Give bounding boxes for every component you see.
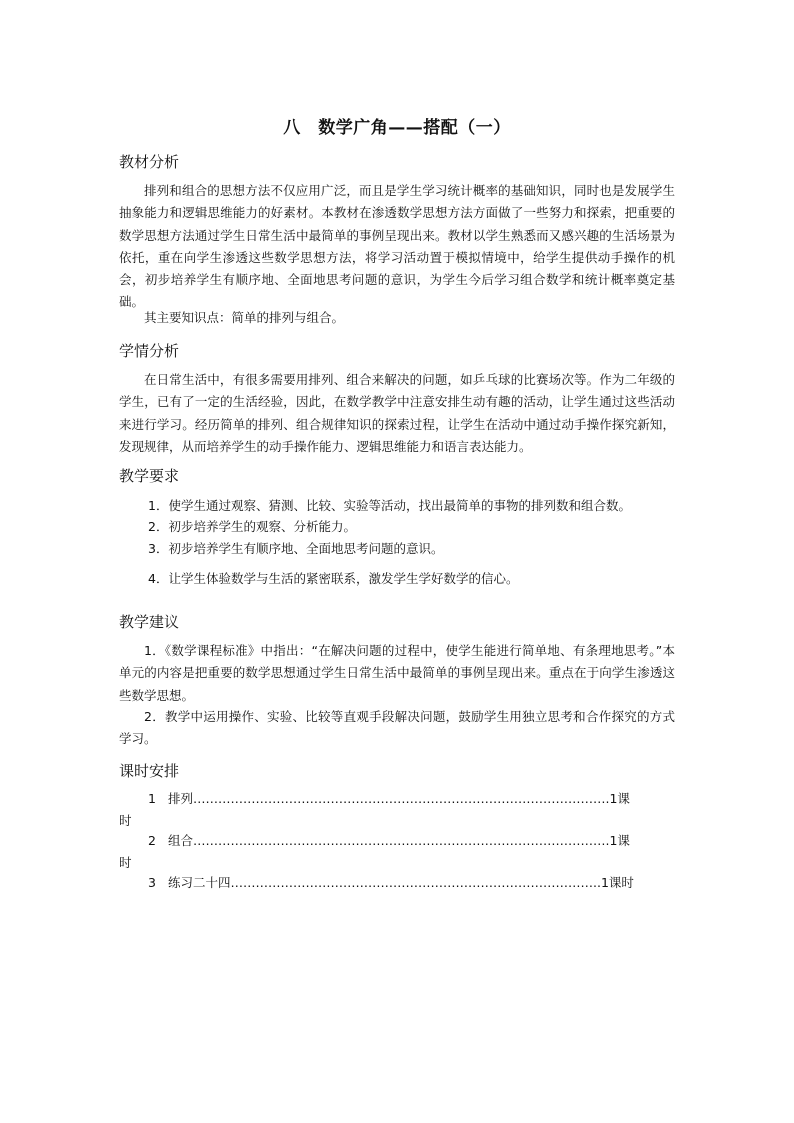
schedule-number: 2	[148, 833, 156, 848]
schedule-entry-continuation: 时	[119, 813, 132, 828]
students-paragraph: 在日常生活中，有很多需要用排列、组合来解决的问题，如乒乓球的比赛场次等。作为二年级的学生，已有了一定的生活经验，因此，在数学教学中注意安排生动有趣的活动，让学生通过这些活动来进行学习。经历简单的排列、组合规律知识的探索过程，让学生在活动中通过动手操作探究新知，发现规律，从而培养学生的动手操作能力、逻辑思维能力和语言表达能力。	[119, 372, 675, 454]
heading-requirements: 教学要求	[119, 467, 180, 485]
schedule-row	[119, 830, 675, 874]
materials-key-points: 其主要知识点：简单的排列与组合。	[144, 310, 345, 325]
schedule-entry: 练习二十四……………………………………………………………………………..1课时	[168, 875, 634, 890]
heading-suggestions: 教学建议	[119, 613, 180, 631]
schedule-entry-continuation: 时	[119, 855, 132, 870]
schedule-number: 1	[148, 791, 156, 806]
heading-materials: 教材分析	[119, 153, 180, 171]
heading-schedule: 课时安排	[119, 762, 180, 780]
schedule-row	[119, 788, 675, 832]
schedule-row	[119, 872, 675, 894]
suggestion-paragraph: 2．教学中运用操作、实验、比较等直观手段解决问题，鼓励学生用独立思考和合作探究的方式学习。	[119, 709, 675, 747]
requirement-item: 2．初步培养学生的观察、分析能力。	[148, 519, 356, 534]
page-title: 八 数学广角——搭配（一）	[283, 118, 511, 138]
schedule-entry: 组合……………………………………………………………………………………….1课	[168, 833, 630, 848]
schedule-entry: 排列……………………………………………………………………………………….1课	[168, 791, 630, 806]
suggestion-paragraph: 1．《数学课程标准》中指出：“在解决问题的过程中，使学生能进行简单地、有条理地思考。”本单元的内容是把重要的数学思想通过学生日常生活中最简单的事例呈现出来。重点在于向学生渗透这些数学思想。	[119, 643, 675, 703]
requirement-item: 4．让学生体验数学与生活的紧密联系，激发学生学好数学的信心。	[148, 571, 519, 586]
heading-students: 学情分析	[119, 342, 180, 360]
materials-paragraph: 排列和组合的思想方法不仅应用广泛，而且是学生学习统计概率的基础知识，同时也是发展学生抽象能力和逻辑思维能力的好素材。本教材在渗透数学思想方法方面做了一些努力和探索，把重要的数学思想方法通过学生日常生活中最简单的事例呈现出来。教材以学生熟悉而又感兴趣的生活场景为依托，重在向学生渗透这些数学思想方法，将学习活动置于模拟情境中，给学生提供动手操作的机会，初步培养学生有顺序地、全面地思考问题的意识，为学生今后学习组合数学和统计概率奠定基础。	[119, 183, 675, 310]
requirement-item: 3．初步培养学生有顺序地、全面地思考问题的意识。	[148, 541, 444, 556]
schedule-number: 3	[148, 875, 156, 890]
requirement-item: 1．使学生通过观察、猜测、比较、实验等活动，找出最简单的事物的排列数和组合数。	[148, 498, 631, 513]
